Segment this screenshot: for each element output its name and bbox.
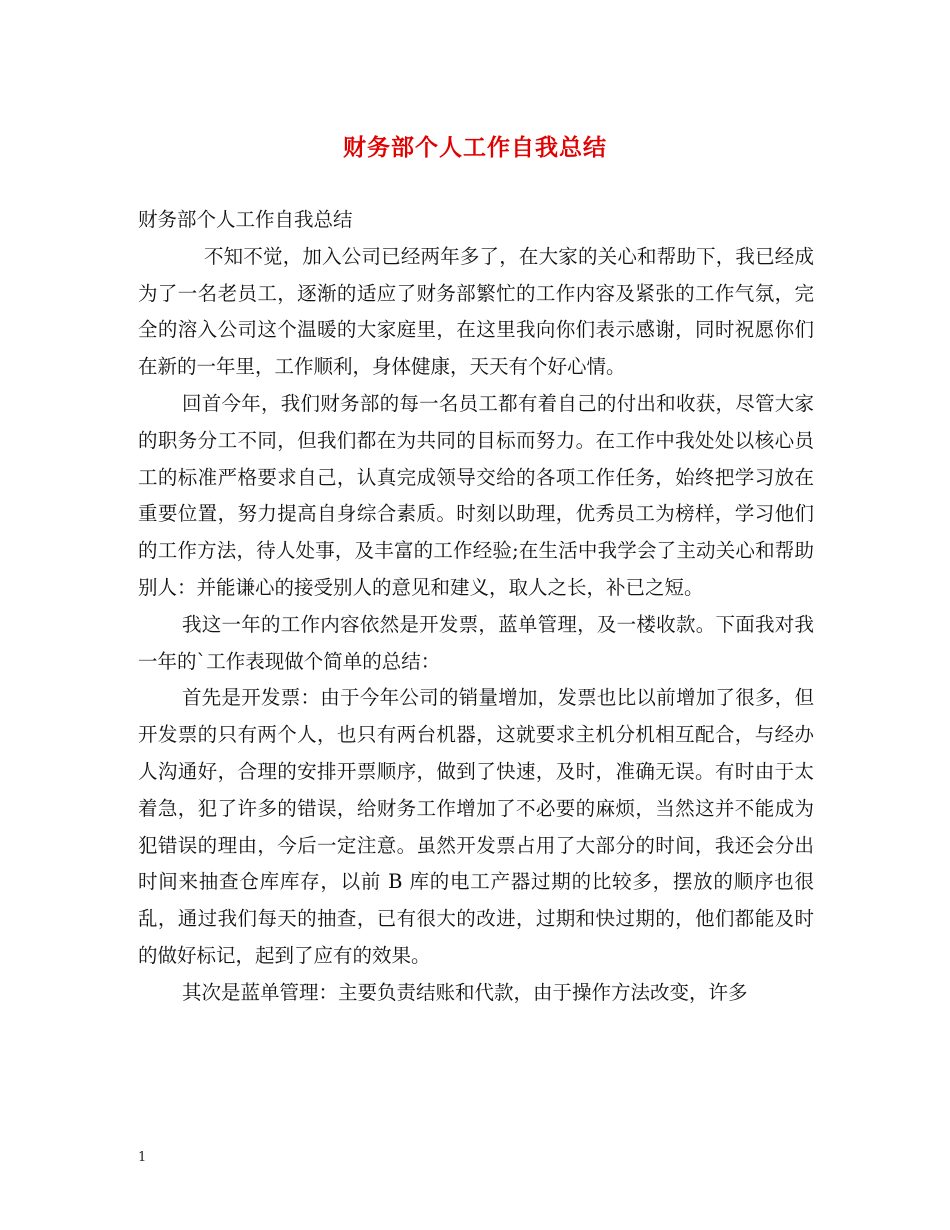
paragraph-review: 回首今年，我们财务部的每一名员工都有着自己的付出和收获，尽管大家的职务分工不同，但我们都在为共同的目标而努力。在工作中我处处以核心员工的标准严格要求自己，认真完成领导交给的各项工作任务，始终把学习放在重要位置，努力提高自身综合素质。时刻以助理，优秀员工为榜样，学习他们的工作方法，待人处事，及丰富的工作经验;在生活中我学会了主动关心和帮助别人：并能谦心的接受别人的意见和建义，取人之长，补已之短。 <box>138 391 814 599</box>
page-number: 1 <box>138 1150 147 1165</box>
paragraph-work-content: 我这一年的工作内容依然是开发票，蓝单管理，及一楼收款。下面我对我一年的`工作表现做个简单的总结： <box>138 612 814 673</box>
document-title: 财务部个人工作自我总结 <box>343 134 607 161</box>
document-body <box>138 202 814 1012</box>
document-subheading: 财务部个人工作自我总结 <box>138 208 353 231</box>
paragraph-intro: 不知不觉，加入公司已经两年多了，在大家的关心和帮助下，我已经成为了一名老员工，逐渐的适应了财务部繁忙的工作内容及紧张的工作气氛，完全的溶入公司这个温暖的大家庭里，在这里我向你们表示感谢，同时祝愿你们在新的一年里，工作顺利，身体健康，天天有个好心情。 <box>138 244 814 379</box>
paragraph-invoicing: 首先是开发票：由于今年公司的销量增加，发票也比以前增加了很多，但开发票的只有两个人，也只有两台机器，这就要求主机分机相互配合，与经办人沟通好，合理的安排开票顺序，做到了快速，及时，准确无误。有时由于太着急，犯了许多的错误，给财务工作增加了不必要的麻烦，当然这并不能成为犯错误的理由，今后一定注意。虽然开发票占用了大部分的时间，我还会分出时间来抽查仓库库存，以前 B 库的电工产器过期的比较多，摆放的顺序也很乱，通过我们每天的抽查，已有很大的改进，过期和快过期的，他们都能及时的做好标记，起到了应有的效果。 <box>138 686 814 967</box>
paragraph-blue-slip: 其次是蓝单管理：主要负责结账和代款，由于操作方法改变，许多 <box>182 980 748 1004</box>
